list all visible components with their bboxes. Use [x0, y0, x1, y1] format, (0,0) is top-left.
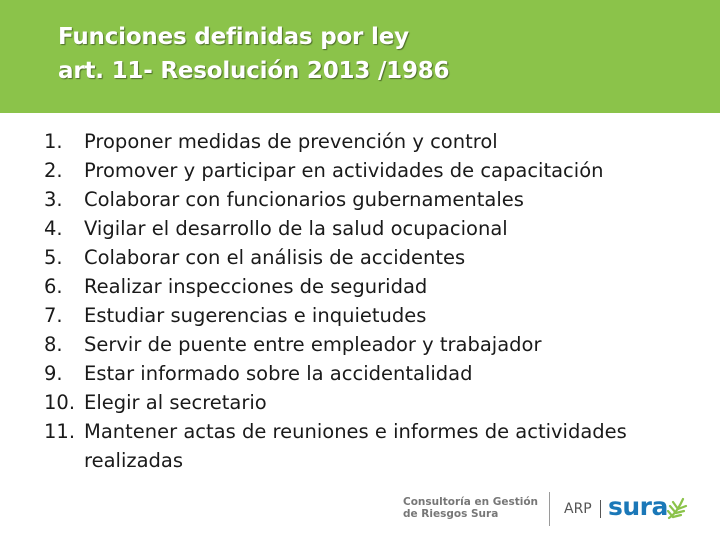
list-item: [44, 272, 704, 301]
list-item-text: Vigilar el desarrollo de la salud ocupacional: [84, 217, 508, 240]
list-item-text: Elegir al secretario: [84, 391, 267, 414]
arp-label: ARP: [564, 501, 592, 517]
list-item-number: 4.: [44, 217, 63, 240]
consultoria-line-2: de Riesgos Sura: [403, 508, 499, 520]
page-title: Funciones definidas por ley: [58, 24, 409, 50]
logo-divider: [549, 492, 550, 526]
list-item: [44, 214, 704, 243]
list-item-number: 10.: [44, 391, 76, 414]
list-item-number: 1.: [44, 130, 63, 153]
list-item-text: Promover y participar en actividades de capacitación: [84, 159, 604, 182]
list-item-text: Proponer medidas de prevención y control: [84, 130, 498, 153]
list-item: [44, 243, 704, 272]
footer-logo: [403, 492, 693, 526]
list-item-number: 6.: [44, 275, 63, 298]
arp-divider: [600, 500, 601, 518]
list-item-text: Realizar inspecciones de seguridad: [84, 275, 428, 298]
list-item: [44, 330, 704, 359]
list-item-number: 7.: [44, 304, 63, 327]
list-item-text: Colaborar con funcionarios gubernamentales: [84, 188, 524, 211]
page-subtitle: art. 11- Resolución 2013 /1986: [58, 58, 450, 84]
list-item: [44, 359, 704, 388]
list-item: [44, 388, 704, 417]
list-item: [44, 156, 704, 185]
consultoria-line-1: Consultoría en Gestión: [403, 496, 539, 508]
list-item-number: 11.: [44, 420, 76, 443]
list-item-text: Estar informado sobre la accidentalidad: [84, 362, 473, 385]
list-item-number: 8.: [44, 333, 63, 356]
list-item-number: 2.: [44, 159, 63, 182]
consultoria-logo-text: [403, 496, 538, 520]
list-item-text: Colaborar con el análisis de accidentes: [84, 246, 466, 269]
list-item-text: Estudiar sugerencias e inquietudes: [84, 304, 427, 327]
list-item-number: 9.: [44, 362, 63, 385]
sura-leaf-icon: [665, 496, 689, 522]
list-item-number: 3.: [44, 188, 63, 211]
list-item-text: Mantener actas de reuniones e informes de actividades realizadas: [84, 420, 627, 472]
sura-brand: sura: [608, 492, 668, 521]
list-item-text: Servir de puente entre empleador y trabajador: [84, 333, 542, 356]
list-item: [44, 185, 704, 214]
list-item: [44, 417, 704, 475]
functions-list: [44, 127, 704, 475]
list-item: [44, 301, 704, 330]
title-banner: [0, 0, 720, 113]
list-item-number: 5.: [44, 246, 63, 269]
list-item: [44, 127, 704, 156]
